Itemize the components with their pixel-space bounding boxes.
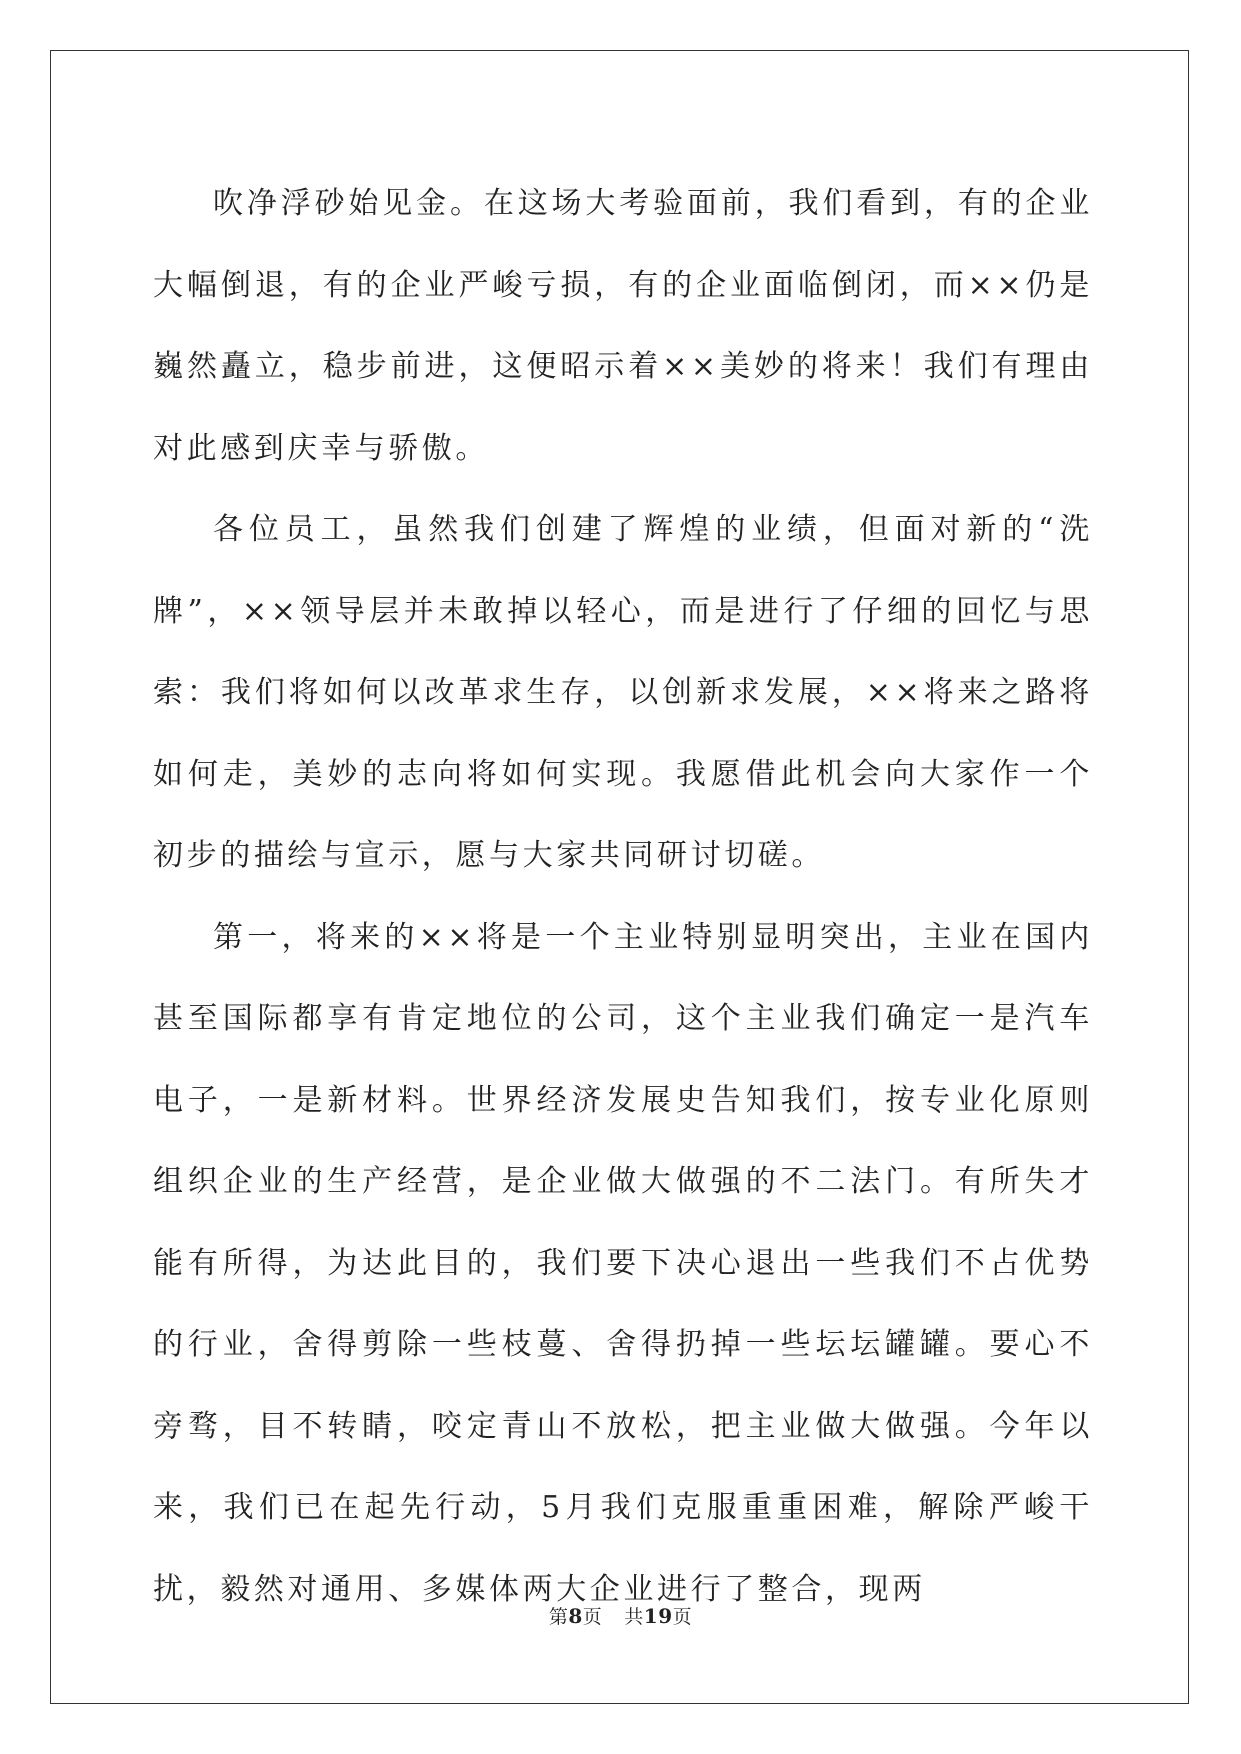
total-prefix: 共 bbox=[624, 1606, 644, 1628]
paragraph-1: 吹净浮砂始见金。在这场大考验面前，我们看到，有的企业大幅倒退，有的企业严峻亏损，有的企业面临倒闭，而××仍是巍然矗立，稳步前进，这便昭示着××美妙的将来！我们有理由对此感到庆幸与骄傲。 bbox=[153, 186, 1093, 466]
document-body bbox=[153, 163, 1093, 1630]
total-pages: 19 bbox=[643, 1604, 673, 1628]
paragraph-2: 各位员工，虽然我们创建了辉煌的业绩，但面对新的“洗牌”，××领导层并未敢掉以轻心，而是进行了仔细的回忆与思索：我们将如何以改革求生存，以创新求发展，××将来之路将如何走，美妙的志向将如何实现。我愿借此机会向大家作一个初步的描绘与宣示，愿与大家共同研讨切磋。 bbox=[153, 512, 1093, 873]
paragraph-3: 第一，将来的××将是一个主业特别显明突出，主业在国内甚至国际都享有肯定地位的公司，这个主业我们确定一是汽车电子，一是新材料。世界经济发展史告知我们，按专业化原则组织企业的生产经营，是企业做大做强的不二法门。有所失才能有所得，为达此目的，我们要下决心退出一些我们不占优势的行业，舍得剪除一些枝蔓、舍得扔掉一些坛坛罐罐。要心不旁骛，目不转睛，咬定青山不放松，把主业做大做强。今年以来，我们已在起先行动，5月我们克服重重困难，解除严峻干扰，毅然对通用、多媒体两大企业进行了整合，现两 bbox=[153, 919, 1093, 1607]
page-number: 8 bbox=[568, 1604, 583, 1628]
total-suffix: 页 bbox=[672, 1606, 693, 1628]
page-prefix: 第 bbox=[548, 1606, 569, 1628]
page-suffix: 页 bbox=[582, 1606, 603, 1628]
page-footer bbox=[0, 1602, 1241, 1629]
